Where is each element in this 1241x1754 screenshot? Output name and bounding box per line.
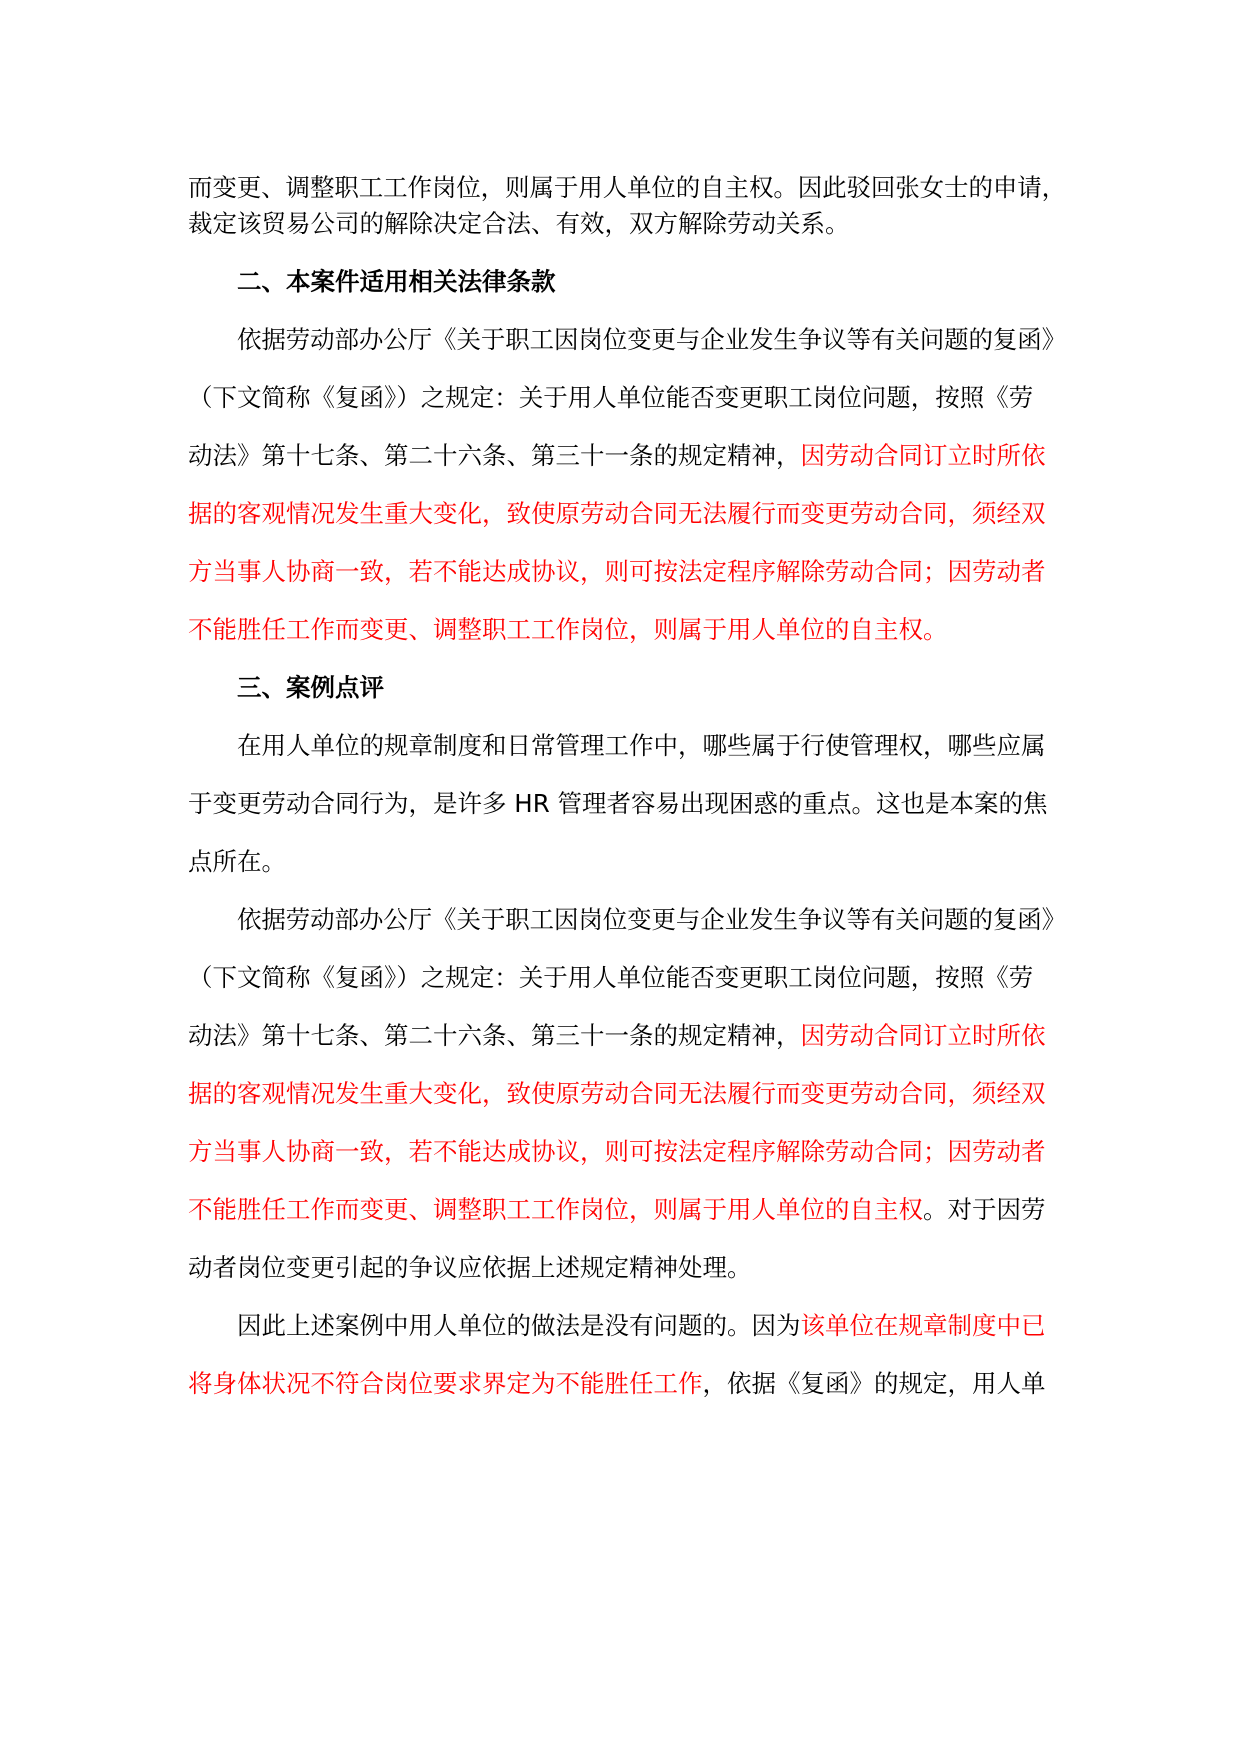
paragraph-line	[188, 842, 286, 882]
highlighted-text-run: 据的客观情况发生重大变化，致使原劳动合同无法履行而变更劳动合同，须经双	[188, 499, 1046, 528]
text-run: 而变更、调整职工工作岗位，则属于用人单位的自主权。因此驳回张女士的申请，	[188, 173, 1066, 202]
paragraph-line	[188, 552, 1046, 592]
paragraph-line	[188, 1248, 752, 1288]
text-run: 动法》第十七条、第二十六条、第三十一条的规定精神，	[188, 1021, 801, 1050]
paragraph-line	[188, 1016, 1046, 1056]
highlighted-text-run: 方当事人协商一致，若不能达成协议，则可按法定程序解除劳动合同；因劳动者	[188, 1137, 1046, 1166]
text-run: 裁定该贸易公司的解除决定合法、有效，双方解除劳动关系。	[188, 209, 850, 238]
highlighted-text-run: 不能胜任工作而变更、调整职工工作岗位，则属于用人单位的自主权	[188, 1195, 923, 1224]
text-run: （下文简称《复函》）之规定：关于用人单位能否变更职工岗位问题，按照《劳	[188, 963, 1034, 992]
text-run: 依据劳动部办公厅《关于职工因岗位变更与企业发生争议等有关问题的复函》	[237, 905, 1066, 934]
heading-text: 三、案例点评	[237, 673, 384, 702]
paragraph-line	[188, 168, 1066, 208]
text-run: ，依据《复函》的规定，用人单	[702, 1369, 1046, 1398]
text-run: 动者岗位变更引起的争议应依据上述规定精神处理。	[188, 1253, 752, 1282]
paragraph-line	[188, 784, 1048, 824]
highlighted-text-run: 不能胜任工作而变更、调整职工工作岗位，则属于用人单位的自主权。	[188, 615, 948, 644]
paragraph-line	[188, 378, 1033, 418]
paragraph-line	[237, 900, 1066, 940]
paragraph-line	[188, 958, 1033, 998]
paragraph-line	[188, 1132, 1046, 1172]
highlighted-text-run: 据的客观情况发生重大变化，致使原劳动合同无法履行而变更劳动合同，须经双	[188, 1079, 1046, 1108]
paragraph-line	[237, 1306, 1046, 1346]
section-heading-2	[237, 262, 556, 302]
paragraph-line	[237, 320, 1066, 360]
highlighted-text-run: 将身体状况不符合岗位要求界定为不能胜任工作	[188, 1369, 703, 1398]
paragraph-line	[188, 1364, 1046, 1404]
text-run: 于变更劳动合同行为，是许多 HR 管理者容易出现困惑的重点。这也是本案的焦	[188, 789, 1048, 818]
text-run: 因此上述案例中用人单位的做法是没有问题的。因为	[237, 1311, 801, 1340]
highlighted-text-run: 因劳动合同订立时所依	[800, 441, 1046, 470]
text-run: 依据劳动部办公厅《关于职工因岗位变更与企业发生争议等有关问题的复函》	[237, 325, 1066, 354]
paragraph-line	[188, 204, 850, 244]
text-run: 动法》第十七条、第二十六条、第三十一条的规定精神，	[188, 441, 801, 470]
text-run: 点所在。	[188, 847, 286, 876]
text-run: （下文简称《复函》）之规定：关于用人单位能否变更职工岗位问题，按照《劳	[188, 383, 1034, 412]
paragraph-line	[188, 494, 1046, 534]
paragraph-line	[188, 1190, 1046, 1230]
paragraph-line	[188, 610, 948, 650]
highlighted-text-run: 因劳动合同订立时所依	[800, 1021, 1046, 1050]
paragraph-line	[188, 436, 1046, 476]
text-run: 在用人单位的规章制度和日常管理工作中，哪些属于行使管理权，哪些应属	[237, 731, 1046, 760]
paragraph-line	[188, 1074, 1046, 1114]
section-heading-3	[237, 668, 384, 708]
highlighted-text-run: 方当事人协商一致，若不能达成协议，则可按法定程序解除劳动合同；因劳动者	[188, 557, 1046, 586]
text-run: 。对于因劳	[923, 1195, 1046, 1224]
heading-text: 二、本案件适用相关法律条款	[237, 267, 556, 296]
paragraph-line	[237, 726, 1046, 766]
highlighted-text-run: 该单位在规章制度中已	[800, 1311, 1046, 1340]
